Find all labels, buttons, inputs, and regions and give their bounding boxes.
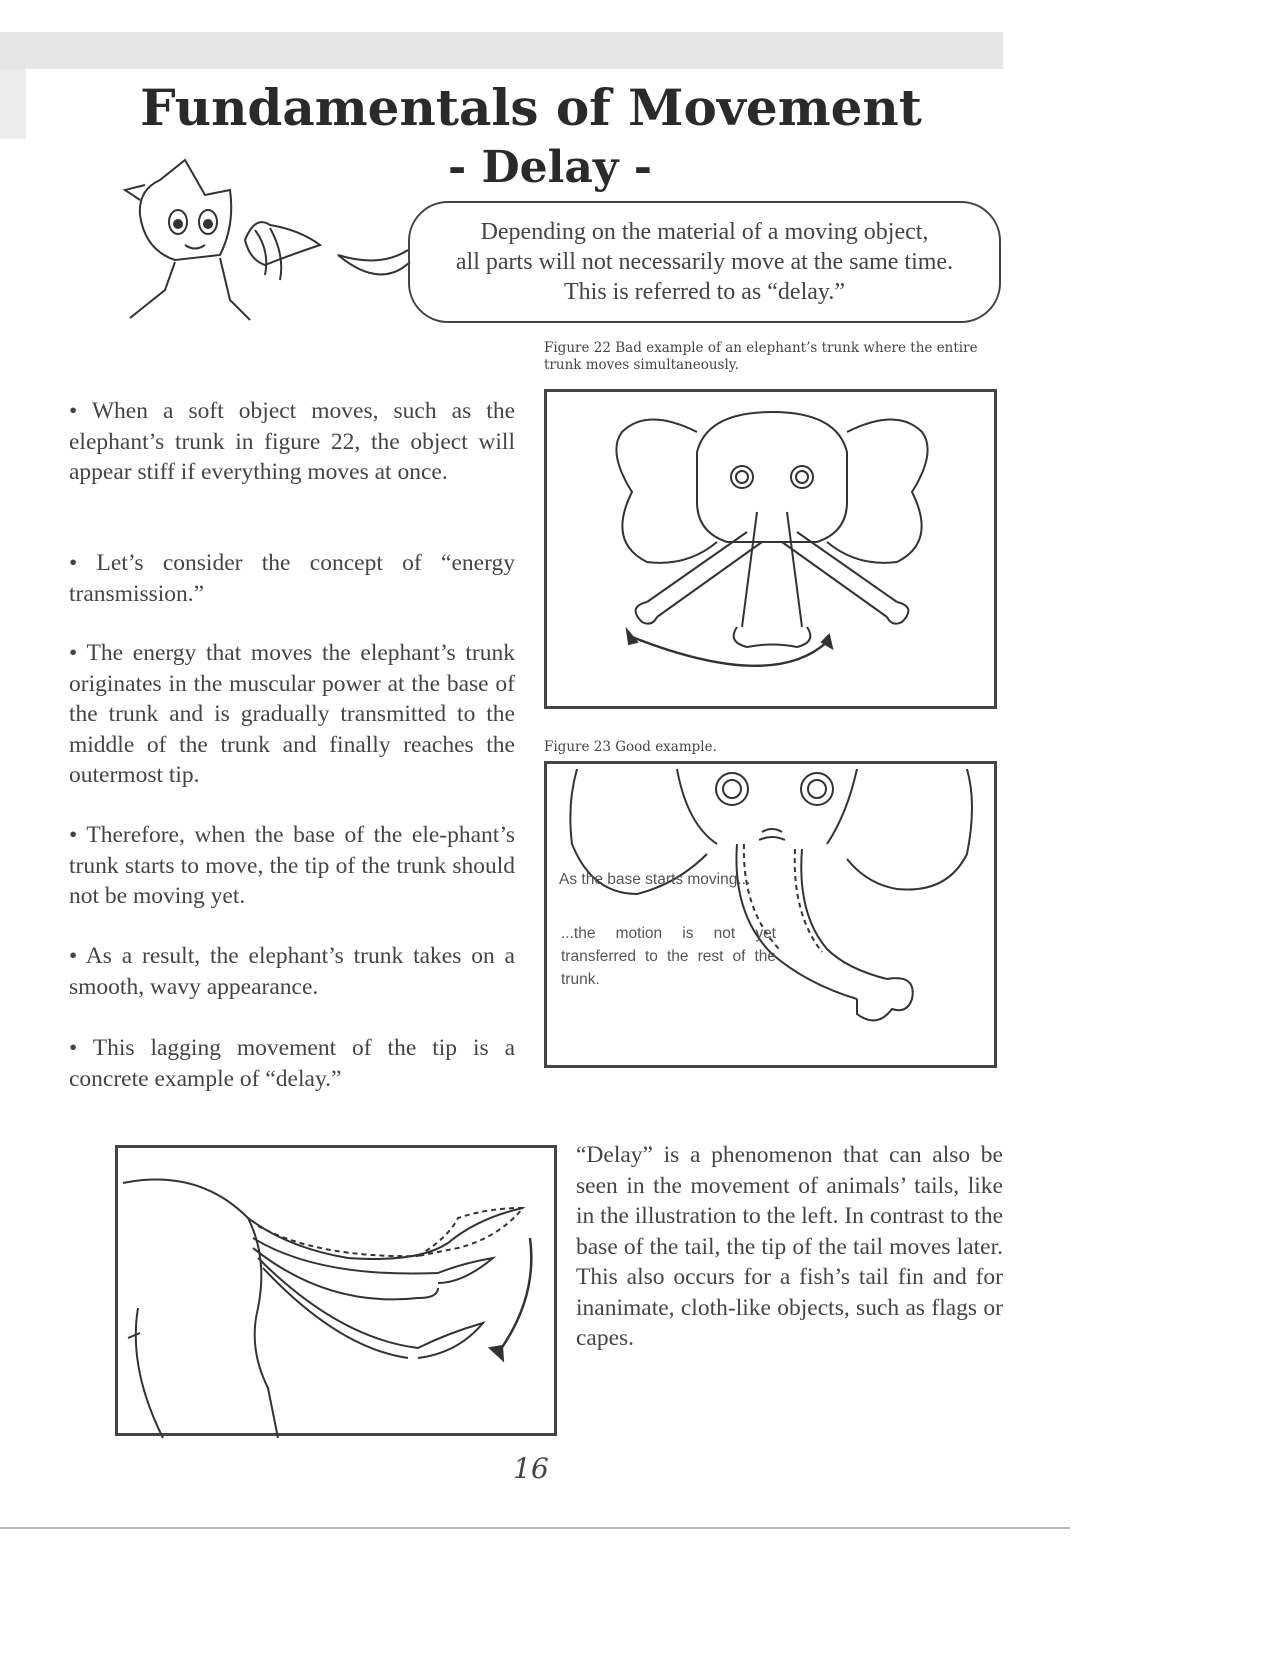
- body-paragraph: • This lagging movement of the tip is a concrete example of “delay.”: [69, 1035, 515, 1092]
- figure-23-note-tip: ...the motion is not yet transferred to the rest of the trunk.: [561, 925, 776, 988]
- figure-22-caption: Figure 22 Bad example of an elephant’s trunk where the entire trunk moves simultaneously.: [544, 340, 978, 373]
- page-number: 16: [513, 1452, 549, 1485]
- figure-23-good-elephant: [544, 761, 997, 1068]
- body-paragraph: • When a soft object moves, such as the elephant’s trunk in figure 22, the object will appear stiff if everything moves at once.: [69, 398, 515, 485]
- speech-bubble: [408, 201, 1001, 323]
- figure-22-bad-elephant: [544, 389, 997, 709]
- tail-illustration: [115, 1145, 557, 1436]
- body-paragraph: • As a result, the elephant’s trunk takes on a smooth, wavy appearance.: [69, 943, 515, 1000]
- bubble-line: all parts will not necessarily move at the same time.: [455, 249, 954, 275]
- scan-header-band: [0, 32, 1003, 69]
- body-paragraph: • Therefore, when the base of the ele-phant’s trunk starts to move, the tip of the trunk should not be moving yet.: [69, 822, 515, 909]
- bubble-line: This is referred to as “delay.”: [564, 279, 845, 305]
- elephant-wavy-trunk-drawing: [547, 764, 1000, 1071]
- page-subtitle: - Delay -: [447, 142, 653, 193]
- page-title: Fundamentals of Movement: [140, 78, 922, 137]
- body-paragraph: • Let’s consider the concept of “energy transmission.”: [69, 550, 515, 607]
- body-paragraph: • The energy that moves the elephant’s trunk originates in the muscular power at the base of the trunk and is gradually transmitted to the middle of the trunk and finally reaches the outermost tip.: [69, 640, 515, 788]
- figure-23-caption: Figure 23 Good example.: [544, 739, 717, 755]
- animal-tail-drawing: [118, 1148, 560, 1439]
- figure-23-note-base: As the base starts moving...: [559, 871, 751, 888]
- bubble-line: Depending on the material of a moving object,: [480, 219, 929, 245]
- page-bottom-rule: [0, 1527, 1070, 1529]
- elephant-stiff-trunk-drawing: [547, 392, 1000, 712]
- tail-paragraph: “Delay” is a phenomenon that can also be seen in the movement of animals’ tails, like in the illustration to the left. In contrast to the base of the tail, the tip of the tail moves later. This also occurs for a fish’s tail fin and for inanimate, cloth-like objects, such as flags or capes.: [576, 1142, 1003, 1351]
